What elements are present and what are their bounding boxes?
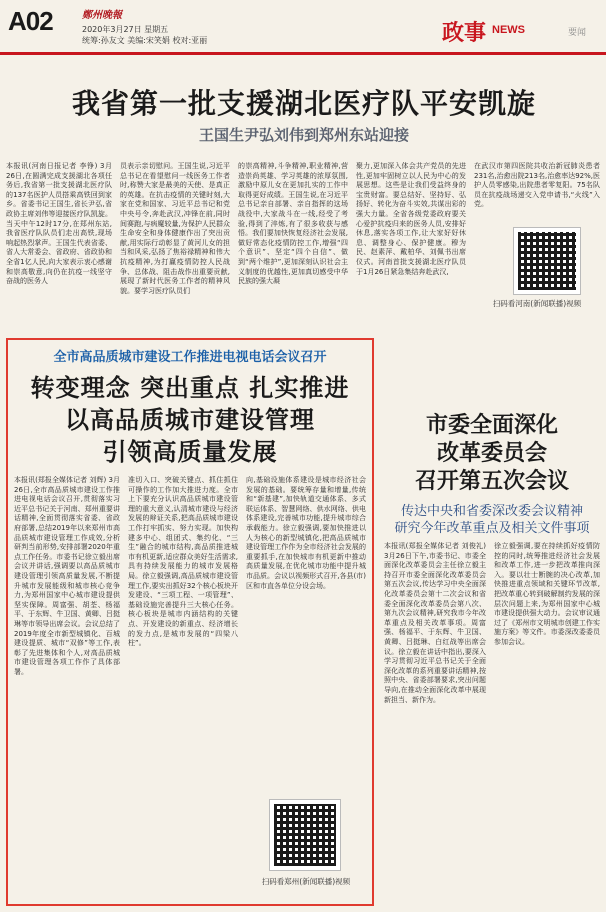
- feature-headline-line-1: 转变理念 突出重点 扎实推进: [30, 374, 350, 402]
- lead-headline: 我省第一批支援湖北医疗队平安凯旋: [71, 87, 536, 120]
- feature-kicker: 全市高品质城市建设工作推进电视电话会议召开: [53, 350, 327, 365]
- side-headline-line-3: 召开第五次会议: [414, 469, 569, 494]
- side-column-2: 徐立毅强调,要在持续抓好疫情防控的同时,统筹推进经济社会发展和改革工作,进一步把改革推向深入。要以壮士断腕的决心改革,加快推进重点领域和关键环节改革,把改革重心转到破解制约发展的深层次问题上来,为郑州国家中心城市建设提供强大动力。会议审议通过了《郑州市文明城市创建工作实施方案》等文件。市委深改委委员参加会议。: [494, 542, 600, 646]
- lead-column-4: 聚力,更加深入体会共产党员的先进性,更加牢固树立以人民为中心的发展思想。这些是让我们受益终身的宝贵财富。要总结好、坚持好、弘扬好、转化为奋斗实效,共谋出彩的强大力量。全省各级党委政府要关心爱护抗疫归来的医务人员,安排好休息,落实各项工作,让大家好好休息、调整身心、保护健康。穆为民、赵素萍、戴柏华、刘佩书出席仪式。河南首批支援湖北医疗队员于1月26日紧急集结奔赴武汉,: [356, 162, 466, 276]
- lead-qr-caption: 扫码看河南(新闻联播)视频: [492, 299, 582, 308]
- section-title: 政事: [442, 21, 487, 46]
- date-line: 2020年3月27日 星期五: [82, 25, 169, 34]
- side-subheadline-line-2: 研究今年改革重点及相关文件事项: [394, 521, 590, 536]
- page-number: [8, 6, 53, 37]
- feature-qr-caption: 扫码看郑州(新闻联播)视频: [261, 877, 351, 886]
- feature-column-1: 本报讯(郑报全媒体记者 刘辉) 3月26日,全市高品质城市建设工作推进电视电话会议召开,贯彻落实习近平总书记关于河南、郑州重要讲话精神,全面贯彻落实省委、省政府部署,总结2019年以来郑州市高品质城市建设管理工作成效,分析研判当前形势,安排部署2020年重点工作任务。市委书记徐立毅出席会议并讲话,强调要以高品质城市建设管理引领高质量发展,不断提升城市发展能级和城市核心竞争力,为郑州国家中心城市建设提供坚实保障。周富强、胡荃、杨福平、于东辉、牛卫国、黄卿、吕挺琳等市领导出席会议。会议总结了2019年度全市新型城镇化、百城建设提质、城市“双修”等工作,表彰了先进集体和个人,对高品质城市建设管理各项工作作了具体部署。: [14, 476, 120, 676]
- section-en: NEWS: [492, 24, 525, 36]
- side-subheadline-line-1: 传达中央和省委深改委会议精神: [400, 504, 583, 519]
- feature-column-3: 向,基础设施体系建设是城市经济社会发展的基础。要统筹存量和增量,传统和“新基建”,加快轨道交通体系、多式联运体系、智慧网络、供水网络、供电体系建设,完善城市功能,提升城市综合承载能力。徐立毅强调,要加快推进以人为核心的新型城镇化,把高品质城市建设管理工作作为全市经济社会发展的重要抓手,在加快城市有机更新中推动高质量发展,在优化城市功能中提升城市品质。会议以视频形式召开,各县(市)区和市直各单位分设会场。: [246, 476, 366, 590]
- header-meta: [82, 24, 207, 46]
- lead-column-2: 员表示亲切慰问。王国生说,习近平总书记在看望慰问一线医务工作者时,称赞大家是最美的天使、是真正的英雄。在抗击疫情的关键时刻,大家在党和国家、习近平总书记和党中央号令,奔赴武汉,冲锋在前,同时间赛跑,与病魔较量,为保护人民群众生命安全和身体健康作出了突出贡献,用实际行动彰显了黄河儿女的担当和风采,弘扬了焦裕禄精神和伟大抗疫精神,为打赢疫情防控人民战争、总体战、阻击战作出重要贡献,展现了新时代医务工作者的精神风貌。要学习医疗队员们: [120, 162, 230, 295]
- lead-column-1: 本报讯(河南日报记者 李铮) 3月26日,在圆满完成支援湖北各项任务后,我省第一批支援湖北医疗队的137名医护人员搭乘高铁回到家乡。省委书记王国生,省长尹弘,省政协主席刘伟等迎接医疗队凯旋。当天中午12时17分,在郑州东站,我省医疗队队员们走出高铁,现场响起热烈掌声。王国生代表省委、省人大常委会、省政府、省政协和全省1亿人民,向大家表示衷心感谢和崇高敬意,向仍在抗疫一线坚守奋战的医务人: [6, 162, 112, 286]
- side-headline-line-2: 改革委员会: [436, 441, 547, 466]
- section-tag: 要闻: [568, 28, 587, 38]
- page-number-text: A02: [8, 6, 53, 36]
- masthead-logo: 鄭州晚報: [82, 10, 122, 21]
- lead-column-3: 的崇高精神,斗争精神,职业精神,营造崇尚英雄、学习英雄的浓厚氛围,激励中原儿女在更加扎实的工作中取得更好成绩。王国生说,在习近平总书记亲自部署、亲自指挥的这场战役中,大家战斗在一线,经受了考验,得到了淬炼,有了很多收获与感悟。我们要加快恢复经济社会发展,做好常态化疫情防控工作,增强“四个意识”、坚定“四个自信”、做到“两个维护”,更加深刻认识社会主义制度的优越性,更加真切感受中华民族的强大凝: [238, 162, 348, 286]
- feature-column-2: 准切入口、突破关键点、抓住抓住可操作的工作加大推进力度。全市上下要充分认识高品质城市建设管理的重大意义,认清城市建设与经济发展的辩证关系,把高品质城市建设工作打牢抓实、努力实现。加快构建多中心、组团式、集约化、“三生”融合的城市结构,高品质推进城市有机更新,适应群众美好生活需求,具有持续发展能力的城市发展格局。徐立毅强调,高品质城市建设管理工作,要实出抓好32个核心板块开发建设、“三项工程、一项管理”、基础设施完善提升三大核心任务。核心板块是城市内涵结构的关键点、开发建设的新重点、经济增长的发力点,是城市发展的“四梁八柱”。: [128, 476, 238, 648]
- feature-headline-line-3: 引领高质量发展: [102, 438, 278, 466]
- lead-subheadline: 王国生尹弘刘伟到郑州东站迎接: [198, 126, 409, 144]
- lead-column-5: 在武汉市第四医院共收治新冠肺炎患者231名,治愈出院213名,治愈率达92%,医护人员零感染,出院患者零复阳。75名队员在抗疫战场递交入党申请书,“火线”入党。: [474, 162, 600, 209]
- side-column-1: 本报讯(郑报全媒体记者 刘俊礼) 3月26日下午,市委书记、市委全面深化改革委员会主任徐立毅主持召开市委全面深化改革委员会第五次会议,传达学习中央全面深化改革委员会第十二次会议和省委全面深化改革委员会第八次、第九次会议精神,研究我市今年改革重点及相关改革事项。周富强、杨福平、于东辉、牛卫国、黄卿、吕挺琳、白红战等出席会议。徐立毅在讲话中指出,要深入学习贯彻习近平总书记关于全面深化改革的系列重要讲话精神,按照中央、省委部署要求,突出问题导向,在推动全面深化改革中展现新担当、新作为。: [384, 542, 486, 704]
- section-banner: [440, 18, 600, 46]
- feature-headline-line-2: 以高品质城市建设管理: [65, 406, 315, 434]
- editors-line: 统筹:孙友文 美编:宋笑娟 校对:亚丽: [82, 36, 208, 45]
- header-rule: [0, 52, 606, 55]
- feature-qr-code[interactable]: [270, 800, 340, 870]
- lead-qr-code[interactable]: [514, 228, 580, 294]
- side-headline-line-1: 市委全面深化: [425, 413, 558, 438]
